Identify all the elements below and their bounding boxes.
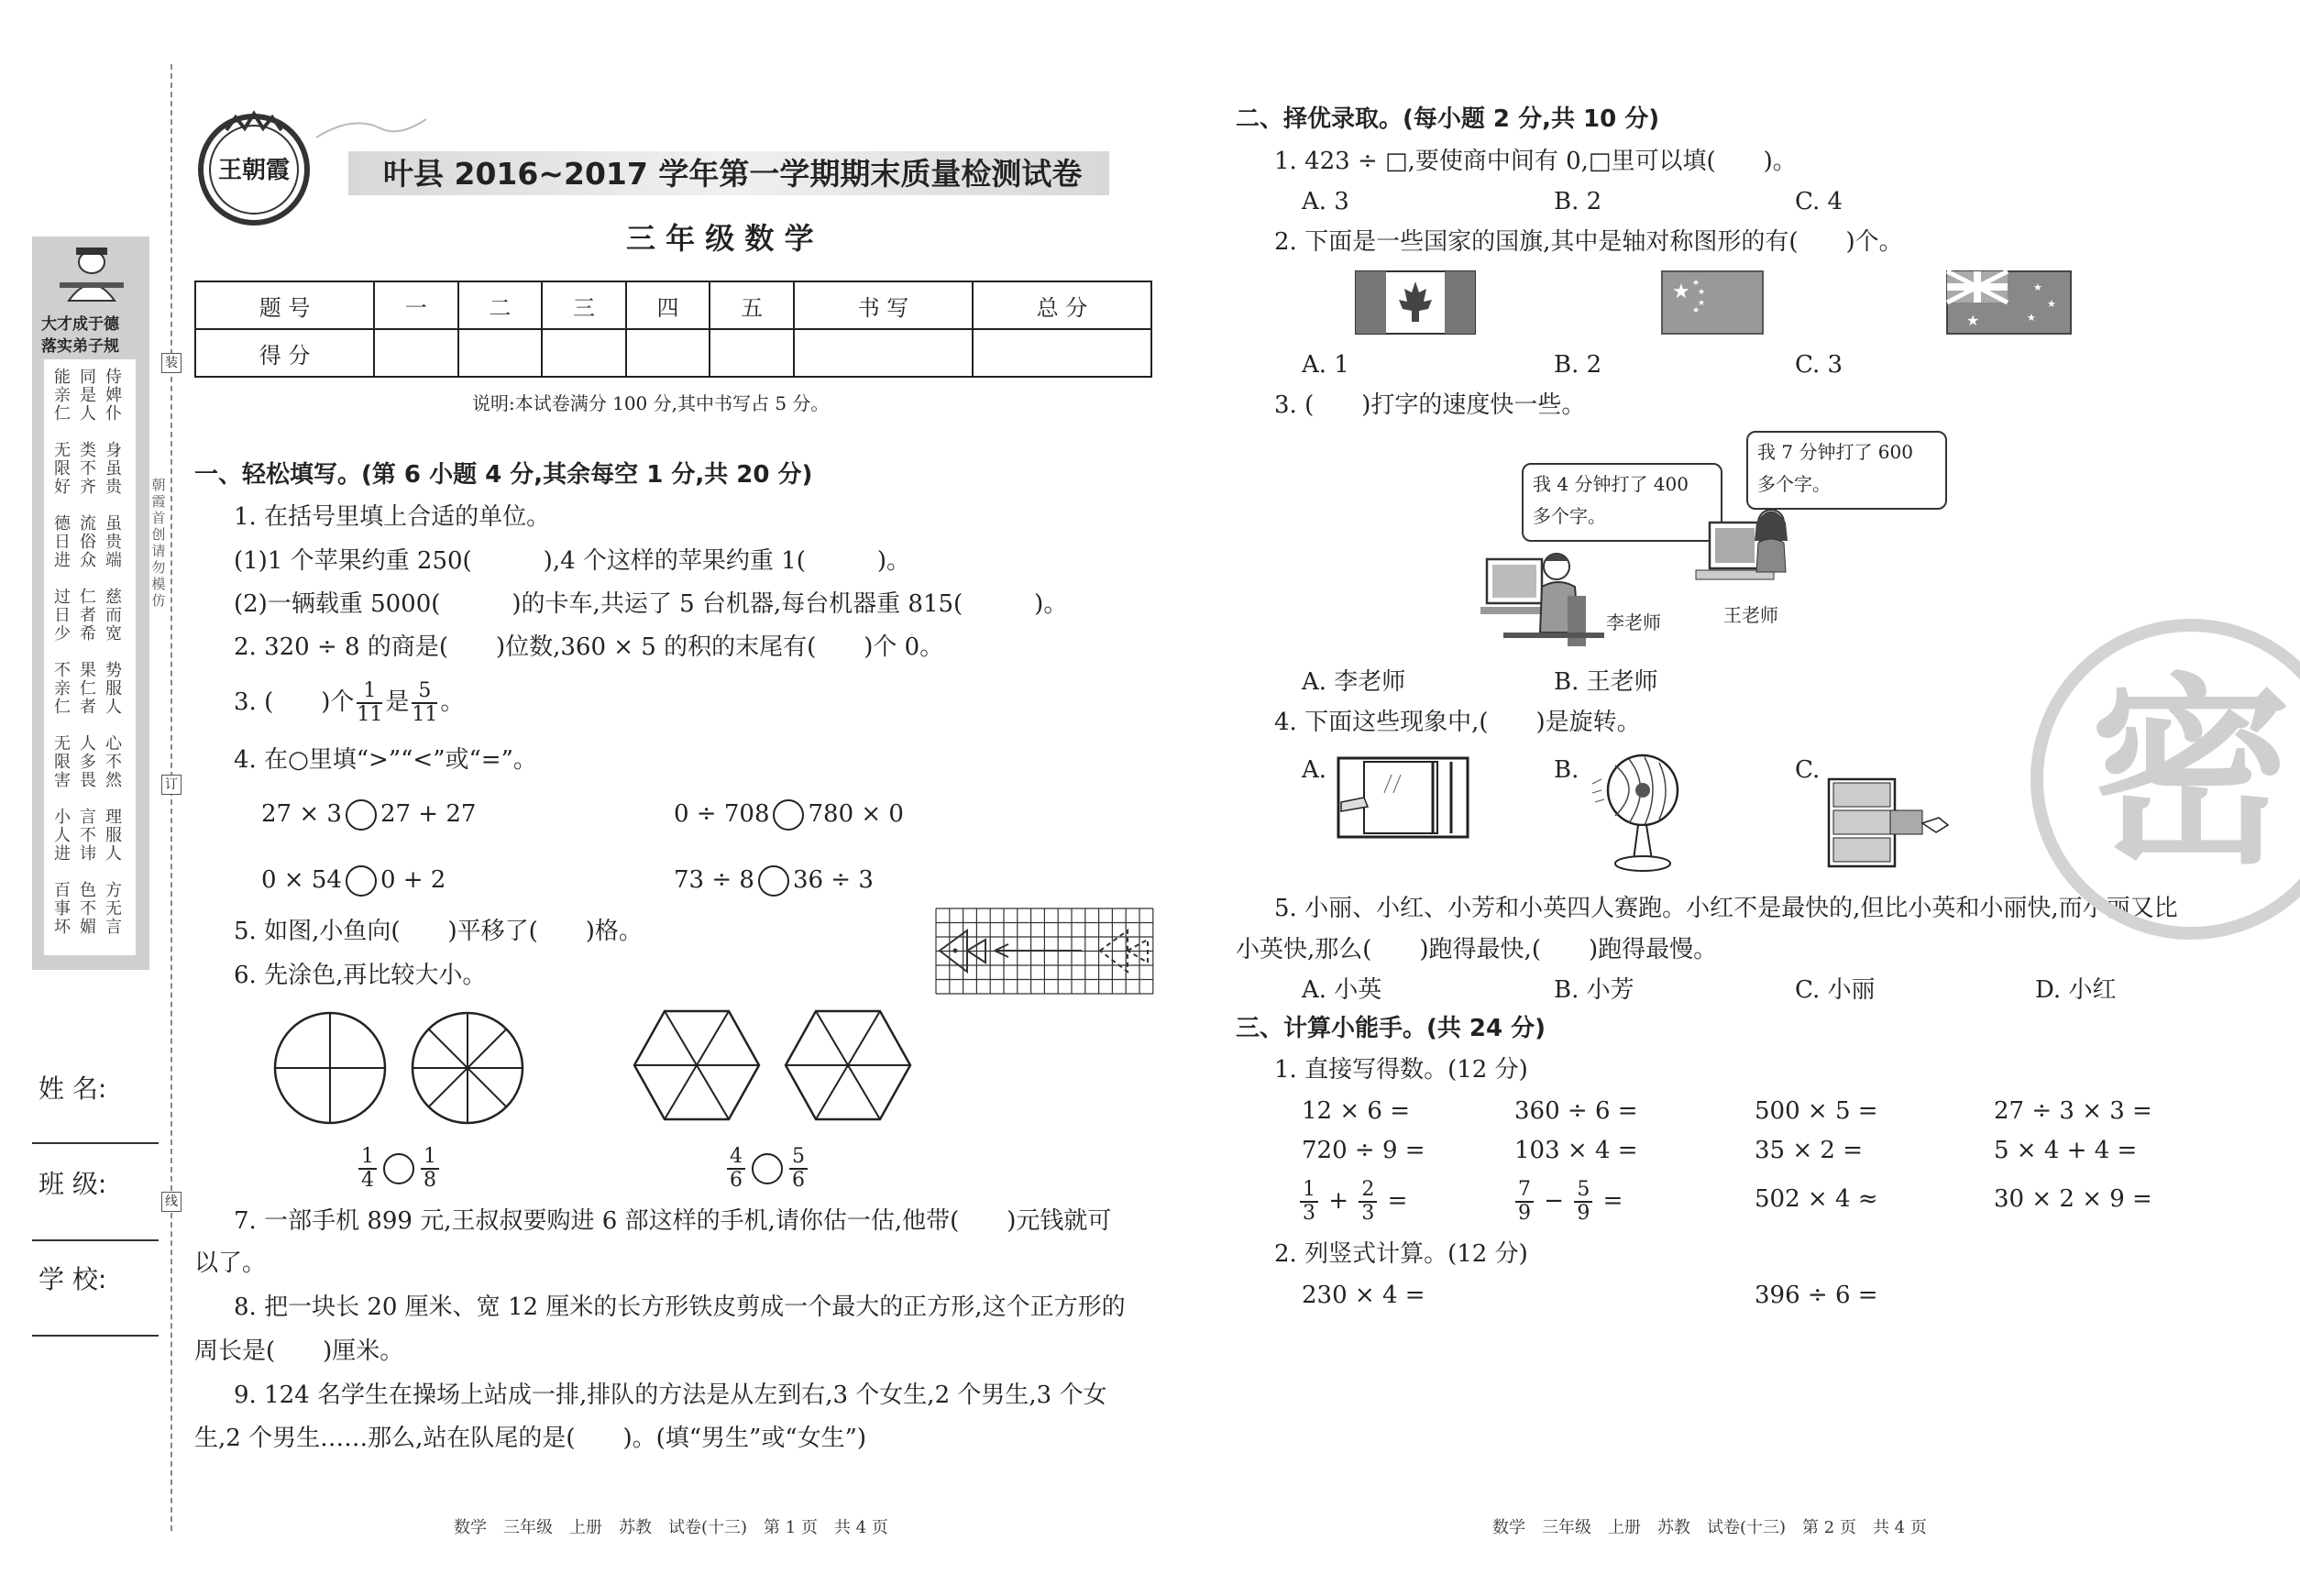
s2-q2-opt-a[interactable]: A. 1 bbox=[1302, 351, 1349, 379]
bubble-wang-line2: 多个字。 bbox=[1757, 473, 1831, 495]
s1-q4-d bbox=[674, 865, 874, 897]
svg-text:★: ★ bbox=[1692, 279, 1700, 288]
teacher-wang-name: 王老师 bbox=[1723, 604, 1778, 626]
motto-head-2: 落实弟子规 bbox=[41, 337, 119, 356]
fraction bbox=[727, 1146, 745, 1192]
compare-right: 780 × 0 bbox=[808, 800, 904, 828]
svg-text:★: ★ bbox=[1966, 312, 1980, 329]
calc-fraction-add bbox=[1297, 1179, 1407, 1225]
sliding-window-icon bbox=[1337, 756, 1469, 842]
binding-seal-1: 装 bbox=[161, 353, 182, 373]
class-line bbox=[32, 1239, 159, 1241]
binding-note: 朝霞首创 请勿模仿 bbox=[151, 477, 166, 609]
motto-column: 方无言 bbox=[105, 881, 122, 937]
fraction-den: 6 bbox=[792, 1169, 805, 1192]
s1-q8-line1: 8. 把一块长 20 厘米、宽 12 厘米的长方形铁皮剪成一个最大的正方形,这个正方形的 bbox=[234, 1293, 1126, 1321]
teacher-li-name: 李老师 bbox=[1606, 611, 1661, 633]
fraction-den: 4 bbox=[361, 1169, 374, 1192]
fraction-num: 4 bbox=[727, 1146, 745, 1170]
svg-text:★: ★ bbox=[2047, 298, 2056, 310]
score-input-cell[interactable] bbox=[374, 329, 458, 377]
scholar-illustration bbox=[50, 246, 133, 303]
calc-item: 27 ÷ 3 × 3 = bbox=[1994, 1097, 2152, 1125]
s2-q1-opt-c[interactable]: C. 4 bbox=[1795, 188, 1843, 215]
s2-q3: 3. ( )打字的速度快一些。 bbox=[1274, 391, 1586, 419]
s2-q2: 2. 下面是一些国家的国旗,其中是轴对称图形的有( )个。 bbox=[1274, 228, 1903, 256]
calc-item: 500 × 5 = bbox=[1755, 1097, 1878, 1125]
score-cell: 四 bbox=[626, 281, 710, 329]
motto-column: 类不齐 bbox=[80, 441, 96, 497]
s2-q4-opt-b[interactable]: B. bbox=[1554, 756, 1579, 784]
motto-column: 不亲仁 bbox=[54, 661, 71, 717]
s1-q5: 5. 如图,小鱼向( )平移了( )格。 bbox=[234, 918, 643, 945]
drawer-cabinet-icon bbox=[1824, 770, 1953, 875]
score-input-cell[interactable] bbox=[626, 329, 710, 377]
fraction-den: 3 bbox=[1303, 1202, 1315, 1225]
s2-q2-opt-b[interactable]: B. 2 bbox=[1554, 351, 1602, 379]
exam-title: 叶县 2016~2017 学年第一学期期末质量检测试卷 bbox=[383, 156, 1083, 192]
score-input-cell[interactable] bbox=[973, 329, 1151, 377]
school-line bbox=[32, 1335, 159, 1337]
motto-column: 果仁者 bbox=[80, 661, 96, 717]
s1-q3-text-a: 3. ( )个 bbox=[234, 688, 355, 716]
australia-flag-icon bbox=[1946, 270, 2072, 338]
bubble-wang-line1: 我 7 分钟打了 600 bbox=[1757, 441, 1913, 463]
svg-text:★: ★ bbox=[1698, 288, 1706, 297]
s3-q2: 2. 列竖式计算。(12 分) bbox=[1274, 1240, 1528, 1268]
fraction bbox=[789, 1146, 808, 1192]
s2-q1-opt-b[interactable]: B. 2 bbox=[1554, 188, 1602, 215]
s1-q9-line1: 9. 124 名学生在操场上站成一排,排队的方法是从左到右,3 个女生,2 个男生,3 个女 bbox=[234, 1381, 1107, 1409]
title-ribbon-decoration bbox=[316, 110, 426, 147]
fraction-den: 6 bbox=[730, 1169, 743, 1192]
motto-column: 德日进 bbox=[54, 514, 71, 570]
watermark-text: 密 bbox=[2089, 656, 2293, 891]
fraction-num: 1 bbox=[1300, 1179, 1318, 1203]
score-cell: 二 bbox=[458, 281, 543, 329]
calc-fraction-sub bbox=[1513, 1179, 1623, 1225]
exam-note: 说明:本试卷满分 100 分,其中书写占 5 分。 bbox=[472, 392, 830, 414]
s1-q1: 1. 在括号里填上合适的单位。 bbox=[234, 503, 551, 531]
confidential-watermark bbox=[2026, 614, 2300, 944]
motto-column: 侍婢仆 bbox=[105, 368, 122, 424]
compare-circle[interactable] bbox=[346, 865, 377, 897]
calc-item: 360 ÷ 6 = bbox=[1514, 1097, 1638, 1125]
s2-q5-opt-d[interactable]: D. 小红 bbox=[2035, 976, 2117, 1004]
motto-column: 流俗众 bbox=[80, 514, 96, 570]
compare-circle[interactable] bbox=[383, 1153, 414, 1184]
calc-item: 502 × 4 ≈ bbox=[1755, 1185, 1878, 1213]
compare-right: 27 + 27 bbox=[380, 800, 477, 828]
compare-left: 0 ÷ 708 bbox=[674, 800, 770, 828]
equals-sign: = bbox=[1387, 1187, 1408, 1215]
s1-q4-a bbox=[261, 799, 476, 831]
score-input-cell[interactable] bbox=[458, 329, 543, 377]
calc-item: 5 × 4 + 4 = bbox=[1994, 1137, 2138, 1164]
motto-column: 人多畏 bbox=[80, 734, 96, 790]
fraction bbox=[1574, 1179, 1592, 1225]
subject-title: 三 年 级 数 学 bbox=[626, 221, 814, 256]
s1-q1-1: (1)1 个苹果约重 250( ),4 个这样的苹果约重 1( )。 bbox=[234, 547, 910, 575]
score-cell: 三 bbox=[542, 281, 626, 329]
motto-column: 慈而宽 bbox=[105, 588, 122, 644]
electric-fan-icon bbox=[1588, 752, 1689, 879]
footer-right: 数学 三年级 上册 苏教 试卷(十三) 第 2 页 共 4 页 bbox=[1492, 1518, 1927, 1537]
fraction-den: 9 bbox=[1518, 1202, 1531, 1225]
svg-text:★: ★ bbox=[1692, 306, 1700, 315]
motto-column: 无限好 bbox=[54, 441, 71, 497]
motto-column: 身虽贵 bbox=[105, 441, 122, 497]
vertical-calc-b: 396 ÷ 6 = bbox=[1755, 1282, 1878, 1309]
s1-q9-line2: 生,2 个男生……那么,站在队尾的是( )。(填“男生”或“女生”) bbox=[194, 1425, 867, 1452]
name-label: 姓 名: bbox=[39, 1073, 107, 1104]
plus-sign: + bbox=[1328, 1187, 1349, 1215]
calc-item: 720 ÷ 9 = bbox=[1302, 1137, 1425, 1164]
s2-q4: 4. 下面这些现象中,( )是旋转。 bbox=[1274, 709, 1641, 736]
fraction-num: 1 bbox=[358, 1146, 377, 1170]
equals-sign: = bbox=[1602, 1187, 1623, 1215]
score-cell: 五 bbox=[710, 281, 794, 329]
s2-q5-line2: 小英快,那么( )跑得最快,( )跑得最慢。 bbox=[1236, 936, 1718, 963]
fraction bbox=[421, 1146, 439, 1192]
calc-item: 12 × 6 = bbox=[1302, 1097, 1410, 1125]
compare-circle[interactable] bbox=[758, 865, 789, 897]
class-label: 班 级: bbox=[39, 1169, 107, 1199]
section1-title: 一、轻松填写。(第 6 小题 4 分,其余每空 1 分,共 20 分) bbox=[194, 461, 813, 489]
minus-sign: − bbox=[1544, 1187, 1565, 1215]
score-cell: 一 bbox=[374, 281, 458, 329]
score-input-cell[interactable] bbox=[542, 329, 626, 377]
score-header-row bbox=[195, 281, 1151, 329]
fraction-den: 11 bbox=[412, 703, 438, 726]
section3-title: 三、计算小能手。(共 24 分) bbox=[1236, 1015, 1546, 1042]
s1-q6-compare-2 bbox=[724, 1146, 810, 1192]
name-line bbox=[32, 1142, 159, 1144]
motto-column: 理服人 bbox=[105, 808, 122, 864]
motto-column: 百事坏 bbox=[54, 881, 71, 937]
s1-q7-line2: 以了。 bbox=[194, 1249, 267, 1277]
fraction-num: 1 bbox=[421, 1146, 439, 1170]
s2-q3-opt-b[interactable]: B. 王老师 bbox=[1554, 668, 1658, 696]
motto-column: 过日少 bbox=[54, 588, 71, 644]
motto-column: 无限害 bbox=[54, 734, 71, 790]
canada-flag-icon bbox=[1355, 270, 1476, 338]
fraction-den: 11 bbox=[357, 703, 383, 726]
fraction-num: 5 bbox=[789, 1146, 808, 1170]
svg-text:★: ★ bbox=[2033, 281, 2042, 293]
brand-logo bbox=[194, 110, 314, 229]
s2-q1-opt-a[interactable]: A. 3 bbox=[1302, 188, 1349, 215]
s1-q3-text-c: 。 bbox=[440, 688, 465, 716]
s1-q7-line1: 7. 一部手机 899 元,王叔叔要购进 6 部这样的手机,请你估一估,他带( )元钱就可 bbox=[234, 1207, 1112, 1235]
score-cell: 书 写 bbox=[794, 281, 973, 329]
fish-grid-diagram bbox=[935, 908, 1155, 995]
fraction bbox=[412, 680, 437, 726]
calc-item: 103 × 4 = bbox=[1514, 1137, 1638, 1164]
score-cell: 题 号 bbox=[195, 281, 374, 329]
fraction-num: 2 bbox=[1359, 1179, 1377, 1203]
hexagon-sixths-2[interactable] bbox=[784, 1008, 912, 1127]
s1-q4-c bbox=[261, 865, 446, 897]
motto-column: 小人进 bbox=[54, 808, 71, 864]
score-input-cell[interactable] bbox=[794, 329, 973, 377]
circle-eighths[interactable] bbox=[408, 1008, 527, 1131]
compare-circle[interactable] bbox=[773, 799, 804, 831]
motto-column: 势服人 bbox=[105, 661, 122, 717]
s1-q4: 4. 在○里填“>”“<”或“=”。 bbox=[234, 746, 537, 774]
school-label: 学 校: bbox=[39, 1264, 107, 1294]
s2-q1: 1. 423 ÷ □,要使商中间有 0,□里可以填( )。 bbox=[1274, 148, 1797, 175]
fraction-num: 7 bbox=[1515, 1179, 1534, 1203]
section2-title: 二、择优录取。(每小题 2 分,共 10 分) bbox=[1236, 105, 1660, 133]
footer-left: 数学 三年级 上册 苏教 试卷(十三) 第 1 页 共 4 页 bbox=[454, 1518, 888, 1537]
score-input-cell[interactable] bbox=[710, 329, 794, 377]
calc-item: 35 × 2 = bbox=[1755, 1137, 1863, 1164]
score-row-label: 得 分 bbox=[195, 329, 374, 377]
motto-head-1: 大才成于德 bbox=[41, 315, 119, 334]
circle-quarters[interactable] bbox=[270, 1008, 390, 1131]
compare-left: 73 ÷ 8 bbox=[674, 866, 754, 894]
fraction-den: 9 bbox=[1577, 1202, 1590, 1225]
binding-dashed-line bbox=[171, 64, 172, 1531]
svg-text:★: ★ bbox=[1672, 281, 1690, 303]
s1-q3 bbox=[234, 680, 464, 726]
score-table bbox=[194, 281, 1152, 378]
compare-circle[interactable] bbox=[752, 1153, 783, 1184]
s2-q4-opt-c[interactable]: C. bbox=[1795, 756, 1821, 784]
fraction bbox=[1515, 1179, 1534, 1225]
bubble-li-line1: 我 4 分钟打了 400 bbox=[1533, 473, 1689, 495]
compare-left: 0 × 54 bbox=[261, 866, 342, 894]
compare-circle[interactable] bbox=[346, 799, 377, 831]
motto-column: 能亲仁 bbox=[54, 368, 71, 424]
s1-q8-line2: 周长是( )厘米。 bbox=[194, 1337, 404, 1365]
s1-q1-2: (2)一辆载重 5000( )的卡车,共运了 5 台机器,每台机器重 815( )。 bbox=[234, 590, 1068, 618]
fraction bbox=[357, 680, 382, 726]
motto-column: 心不然 bbox=[105, 734, 122, 790]
china-flag-icon bbox=[1661, 270, 1764, 338]
s2-q4-opt-a[interactable]: A. bbox=[1302, 756, 1327, 784]
hexagon-sixths-1[interactable] bbox=[633, 1008, 761, 1127]
vertical-calc-a: 230 × 4 = bbox=[1302, 1282, 1425, 1309]
motto-column: 同是人 bbox=[80, 368, 96, 424]
s2-q5-opt-b[interactable]: B. 小芳 bbox=[1554, 976, 1634, 1004]
fraction-num: 1 bbox=[357, 680, 382, 704]
motto-column: 言不讳 bbox=[80, 808, 96, 864]
compare-right: 36 ÷ 3 bbox=[792, 866, 874, 894]
fraction-den: 8 bbox=[424, 1169, 436, 1192]
s2-q5-opt-c[interactable]: C. 小丽 bbox=[1795, 976, 1876, 1004]
motto-column: 色不媚 bbox=[80, 881, 96, 937]
fraction-num: 5 bbox=[412, 680, 437, 704]
s1-q3-text-b: 是 bbox=[385, 688, 410, 716]
score-cell: 总 分 bbox=[973, 281, 1151, 329]
fraction-num: 5 bbox=[1574, 1179, 1592, 1203]
s1-q6-compare-1 bbox=[356, 1146, 442, 1192]
s2-q5-line1: 5. 小丽、小红、小芳和小英四人赛跑。小红不是最快的,但比小英和小丽快,而小丽又比 bbox=[1274, 895, 2178, 922]
s2-q3-opt-a[interactable]: A. 李老师 bbox=[1302, 668, 1406, 696]
fraction-den: 3 bbox=[1361, 1202, 1375, 1225]
s1-q2: 2. 320 ÷ 8 的商是( )位数,360 × 5 的积的末尾有( )个 0。 bbox=[234, 633, 944, 661]
s2-q5-opt-a[interactable]: A. 小英 bbox=[1302, 976, 1382, 1004]
fraction bbox=[1300, 1179, 1318, 1225]
fraction bbox=[358, 1146, 377, 1192]
bubble-li-line2: 多个字。 bbox=[1533, 505, 1606, 527]
binding-seal-3: 线 bbox=[161, 1192, 182, 1212]
svg-text:★: ★ bbox=[2027, 312, 2036, 324]
motto-column: 虽贵端 bbox=[105, 514, 122, 570]
compare-left: 27 × 3 bbox=[261, 800, 342, 828]
motto-column: 仁者希 bbox=[80, 588, 96, 644]
calc-item: 30 × 2 × 9 = bbox=[1994, 1185, 2152, 1213]
svg-text:★: ★ bbox=[1698, 299, 1706, 308]
s1-q4-b bbox=[674, 799, 904, 831]
brand-logo-text: 王朝霞 bbox=[217, 157, 291, 184]
fraction bbox=[1359, 1179, 1377, 1225]
s2-q2-opt-c[interactable]: C. 3 bbox=[1795, 351, 1843, 379]
s1-q6: 6. 先涂色,再比较大小。 bbox=[234, 962, 487, 989]
compare-right: 0 + 2 bbox=[380, 866, 446, 894]
binding-seal-2: 订 bbox=[161, 775, 182, 795]
s3-q1: 1. 直接写得数。(12 分) bbox=[1274, 1056, 1528, 1084]
score-value-row bbox=[195, 329, 1151, 377]
